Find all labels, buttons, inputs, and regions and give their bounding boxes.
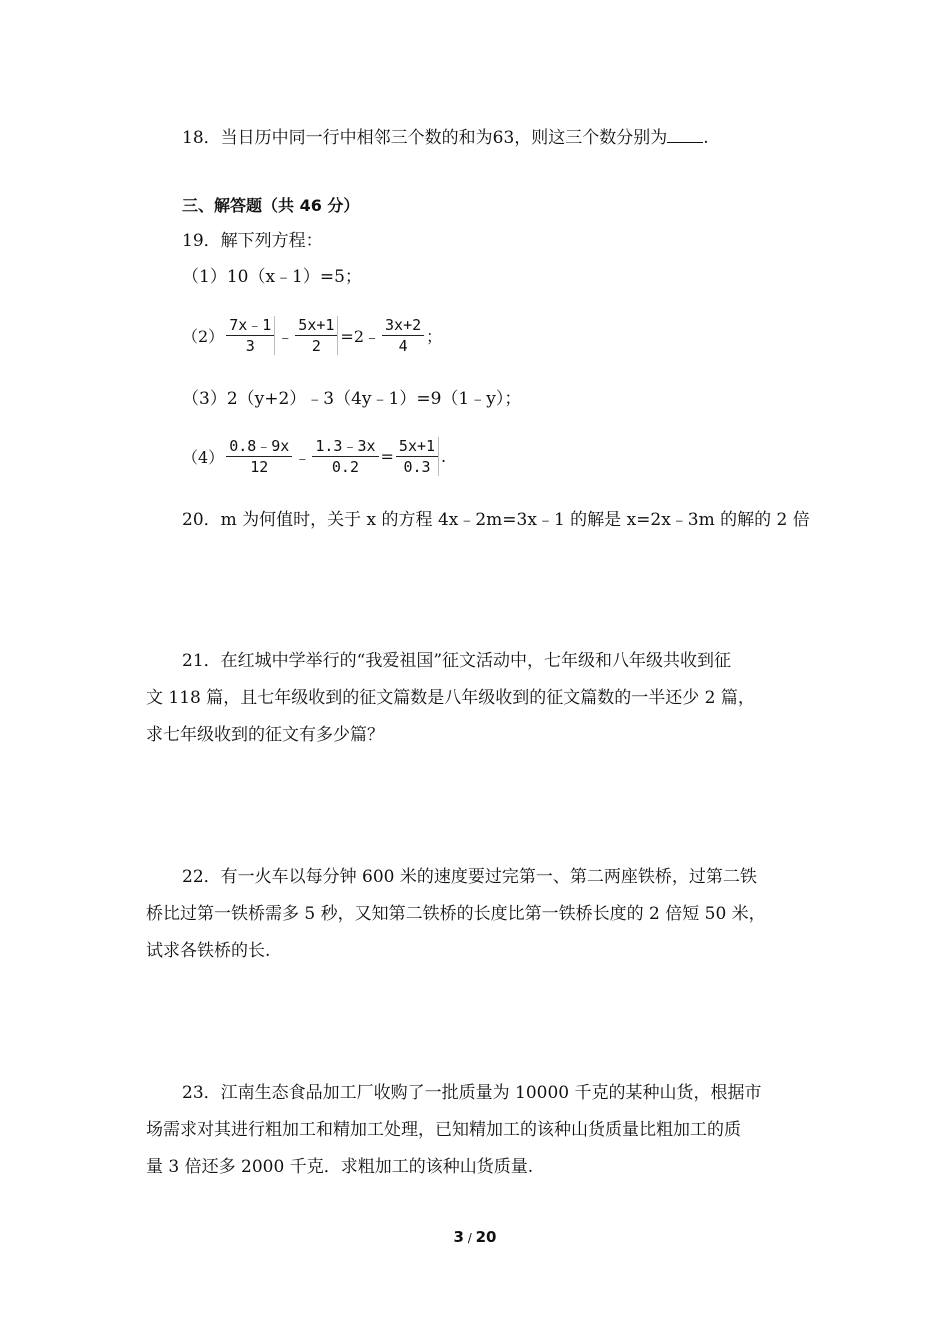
fraction [295,316,338,355]
question-19-part-4 [182,437,446,476]
denominator: 0.3 [403,458,431,476]
numerator: 5x+1 [295,316,337,336]
part-2-label: （2） [182,327,225,346]
question-23-line-3: 量 3 倍还多 2000 千克．求粗加工的该种山货质量. [146,1157,534,1177]
numerator: 1.3﹣3x [312,437,378,457]
question-23-line-1: 23．江南生态食品加工厂收购了一批质量为 10000 千克的某种山货，根据市 [182,1083,762,1103]
part-2-end: ； [426,327,443,346]
question-22-line-2: 桥比过第一铁桥需多 5 秒，又知第二铁桥的长度比第一铁桥长度的 2 倍短 50 米， [146,904,766,924]
fraction [312,437,378,476]
numerator: 7x﹣1 [226,316,274,336]
operator: =2﹣ [340,327,381,346]
fraction [382,316,424,355]
denominator: 12 [250,458,269,476]
question-21-line-1: 21．在红城中学举行的“我爱祖国”征文活动中，七年级和八年级共收到征 [182,651,732,671]
question-19-title: 19．解下列方程： [182,231,323,251]
current-page: 3 [453,1228,464,1246]
total-pages: 20 [475,1228,497,1246]
part-4-label: （4） [182,448,225,467]
question-21-line-3: 求七年级收到的征文有多少篇？ [146,725,384,745]
numerator: 3x+2 [382,316,424,336]
question-18 [182,126,709,149]
numerator: 0.8﹣9x [226,437,292,457]
section-title: 三、解答题（共 46 分） [182,196,360,215]
question-19-part-3: （3）2（y+2）﹣3（4y﹣1）=9（1﹣y）； [182,389,522,409]
page-number [0,1228,950,1246]
question-22-line-3: 试求各铁桥的长. [146,941,271,961]
denominator: 3 [245,337,255,355]
question-19-part-2 [182,316,442,355]
fraction [226,437,292,476]
question-21-line-2: 文 118 篇，且七年级收到的征文篇数是八年级收到的征文篇数的一半还少 2 篇， [146,688,755,708]
fraction [396,437,439,476]
denominator: 4 [398,337,408,355]
operator: = [380,447,394,466]
denominator: 2 [311,337,321,355]
numerator: 5x+1 [396,437,438,457]
answer-blank [667,126,703,143]
question-19-part-1: （1）10（x﹣1）=5； [182,267,362,287]
page-separator: / [463,1231,476,1245]
operator: ﹣ [277,327,294,346]
question-22-line-1: 22．有一火车以每分钟 600 米的速度要过完第一、第二两座铁桥，过第二铁 [182,867,757,887]
operator: ﹣ [294,448,311,467]
denominator: 0.2 [331,458,359,476]
question-18-text: 18．当日历中同一行中相邻三个数的和为63，则这三个数分别为 [182,128,668,148]
question-23-line-2: 场需求对其进行粗加工和精加工处理，已知精加工的该种山货质量比粗加工的质 [146,1120,741,1140]
part-4-end: . [441,447,447,466]
question-18-end: . [703,128,709,148]
fraction [226,316,275,355]
question-20: 20．m 为何值时，关于 x 的方程 4x﹣2m=3x﹣1 的解是 x=2x﹣3m 的解的 2 倍 [182,510,810,530]
